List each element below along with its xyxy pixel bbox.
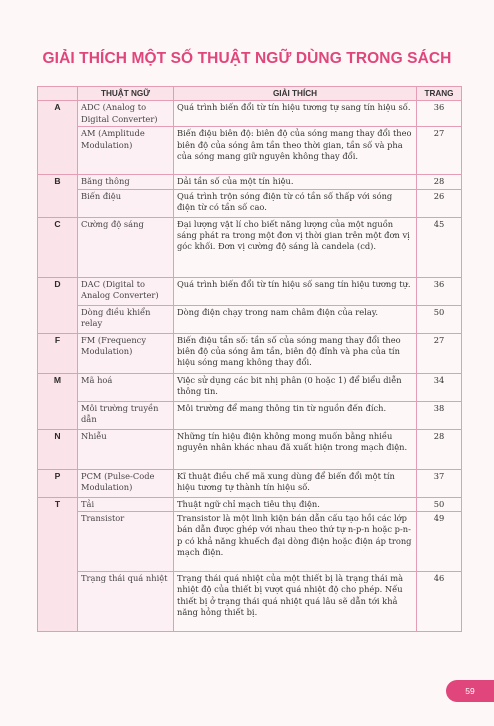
- page-cell: 50: [417, 497, 462, 511]
- explanation-cell: Môi trường để mang thông tin từ nguồn đến đích.: [174, 401, 417, 429]
- term-cell: DAC (Digital to Analog Converter): [78, 277, 174, 305]
- explanation-cell: Biến điệu biên độ: biên độ của sóng mang thay đổi theo biên độ của sóng âm tần theo thời gian, tần số và pha của sóng mang giữ nguyên không thay đổi.: [174, 127, 417, 175]
- page-cell: 45: [417, 217, 462, 277]
- explanation-cell: Dải tần số của một tín hiệu.: [174, 175, 417, 189]
- table-row: [38, 512, 462, 572]
- table-row: [38, 189, 462, 217]
- letter-cell: D: [38, 277, 78, 333]
- header-term: THUẬT NGỮ: [78, 87, 174, 101]
- term-cell: Nhiễu: [78, 429, 174, 469]
- table-row: [38, 305, 462, 333]
- header-explanation: GIẢI THÍCH: [174, 87, 417, 101]
- explanation-cell: Biến điệu tần số: tần số của sóng mang thay đổi theo biên độ của sóng âm tần, biên độ đỉnh và pha của tín hiệu sóng mang không thay đổi.: [174, 333, 417, 373]
- table-row: [38, 217, 462, 277]
- header-letter: [38, 87, 78, 101]
- term-cell: Trạng thái quá nhiệt: [78, 572, 174, 632]
- explanation-cell: Transistor là một linh kiện bán dẫn cấu tạo hồi các lớp bán dẫn được ghép với nhau theo thứ tự n-p-n hoặc p-n-p có khả năng khuếch đại dòng điện hoặc điện áp trong mạch điện.: [174, 512, 417, 572]
- page-number: 59: [446, 680, 494, 702]
- page-title: GIẢI THÍCH MỘT SỐ THUẬT NGỮ DÙNG TRONG SÁCH: [42, 50, 452, 67]
- explanation-cell: Những tín hiệu điện không mong muốn bằng nhiều nguyên nhân khác nhau đã xuất hiện trong mạch điện.: [174, 429, 417, 469]
- letter-cell: P: [38, 469, 78, 497]
- page-cell: 46: [417, 572, 462, 632]
- table-row: [38, 497, 462, 511]
- page-cell: 49: [417, 512, 462, 572]
- page-cell: 34: [417, 373, 462, 401]
- term-cell: Biến điệu: [78, 189, 174, 217]
- term-cell: Băng thông: [78, 175, 174, 189]
- table-row: [38, 101, 462, 127]
- page-cell: 37: [417, 469, 462, 497]
- term-cell: ADC (Analog to Digital Converter): [78, 101, 174, 127]
- page-cell: 27: [417, 127, 462, 175]
- term-cell: Cường độ sáng: [78, 217, 174, 277]
- table-row: [38, 333, 462, 373]
- page-cell: 36: [417, 101, 462, 127]
- table-row: [38, 429, 462, 469]
- page-cell: 36: [417, 277, 462, 305]
- explanation-cell: Quá trình biến đổi từ tín hiệu số sang tín hiệu tương tự.: [174, 277, 417, 305]
- term-cell: Dòng điều khiển relay: [78, 305, 174, 333]
- explanation-cell: Quá trình biến đổi từ tín hiệu tương tự sang tín hiệu số.: [174, 101, 417, 127]
- page-cell: 50: [417, 305, 462, 333]
- letter-cell: M: [38, 373, 78, 429]
- page-cell: 28: [417, 175, 462, 189]
- explanation-cell: Trạng thái quá nhiệt của một thiết bị là trạng thái mà nhiệt độ của thiết bị vượt quá nhiệt độ cho phép. Nếu thiết bị ở trạng thái quá nhiệt quá lâu sẽ dẫn tới khả năng hỏng thiết bị.: [174, 572, 417, 632]
- explanation-cell: Kĩ thuật điều chế mã xung dùng để biến đổi một tín hiệu tương tự thành tín hiệu số.: [174, 469, 417, 497]
- letter-cell: A: [38, 101, 78, 175]
- term-cell: Mã hoá: [78, 373, 174, 401]
- letter-cell: F: [38, 333, 78, 373]
- page-cell: 27: [417, 333, 462, 373]
- letter-cell: T: [38, 497, 78, 631]
- table-header-row: [38, 87, 462, 101]
- explanation-cell: Dòng điện chạy trong nam châm điện của relay.: [174, 305, 417, 333]
- table-row: [38, 127, 462, 175]
- term-cell: AM (Amplitude Modulation): [78, 127, 174, 175]
- table-row: [38, 469, 462, 497]
- header-page: TRANG: [417, 87, 462, 101]
- term-cell: Tải: [78, 497, 174, 511]
- page-cell: 26: [417, 189, 462, 217]
- explanation-cell: Đại lượng vật lí cho biết năng lượng của một nguồn sáng phát ra trong một đơn vị thời gian trên một đơn vị góc khối. Đơn vị cường độ sáng là candela (cd).: [174, 217, 417, 277]
- explanation-cell: Quá trình trộn sóng điện từ có tần số thấp với sóng điện từ có tần số cao.: [174, 189, 417, 217]
- letter-cell: C: [38, 217, 78, 277]
- table-row: [38, 572, 462, 632]
- table-row: [38, 401, 462, 429]
- term-cell: PCM (Pulse-Code Modulation): [78, 469, 174, 497]
- glossary-table: [37, 86, 462, 632]
- table-row: [38, 373, 462, 401]
- page-cell: 38: [417, 401, 462, 429]
- explanation-cell: Thuật ngữ chỉ mạch tiêu thụ điện.: [174, 497, 417, 511]
- explanation-cell: Việc sử dụng các bit nhị phân (0 hoặc 1) để biểu diễn thông tin.: [174, 373, 417, 401]
- term-cell: FM (Frequency Modulation): [78, 333, 174, 373]
- term-cell: Transistor: [78, 512, 174, 572]
- page-cell: 28: [417, 429, 462, 469]
- table-row: [38, 175, 462, 189]
- term-cell: Môi trường truyền dẫn: [78, 401, 174, 429]
- letter-cell: B: [38, 175, 78, 217]
- letter-cell: N: [38, 429, 78, 469]
- table-row: [38, 277, 462, 305]
